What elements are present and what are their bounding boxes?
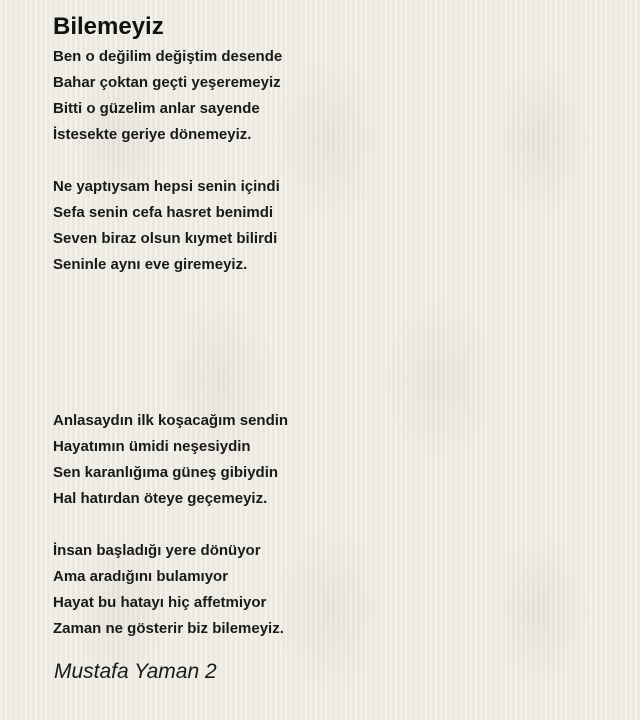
poem-line: Anlasaydın ilk koşacağım sendin xyxy=(53,412,289,429)
stanza-gap xyxy=(53,512,613,538)
poem-line: İstesekte geriye dönemeyiz. xyxy=(53,126,252,143)
poem-line: Sen karanlığıma güneş gibiydin xyxy=(53,464,279,481)
poem-line: Bitti o güzelim anlar sayende xyxy=(53,100,260,117)
stanza-3 xyxy=(53,408,613,512)
poem-line: Hal hatırdan öteye geçemeyiz. xyxy=(53,490,268,507)
poem-author: Mustafa Yaman 2 xyxy=(54,660,217,683)
poem-line: Sefa senin cefa hasret benimdi xyxy=(53,204,274,221)
stanza-gap xyxy=(53,148,613,174)
poem-line: Ama aradığını bulamıyor xyxy=(53,568,229,585)
poem-line: Zaman ne gösterir biz bilemeyiz. xyxy=(53,620,284,637)
poem-line: Ben o değilim değiştim desende xyxy=(53,48,283,65)
poem-line: Seven biraz olsun kıymet bilirdi xyxy=(53,230,278,247)
stanza-2 xyxy=(53,174,613,278)
poem-line: İnsan başladığı yere dönüyor xyxy=(53,542,261,559)
stanza-gap xyxy=(53,278,613,408)
poem-line: Ne yaptıysam hepsi senin içindi xyxy=(53,178,280,195)
poem-line: Bahar çoktan geçti yeşeremeyiz xyxy=(53,74,281,91)
poem xyxy=(53,10,613,642)
stanza-1 xyxy=(53,44,613,148)
poem-line: Seninle aynı eve giremeyiz. xyxy=(53,256,248,273)
poem-title: Bilemeyiz xyxy=(53,13,164,40)
poem-line: Hayat bu hatayı hiç affetmiyor xyxy=(53,594,267,611)
poem-line: Hayatımın ümidi neşesiydin xyxy=(53,438,251,455)
stanza-4 xyxy=(53,538,613,642)
